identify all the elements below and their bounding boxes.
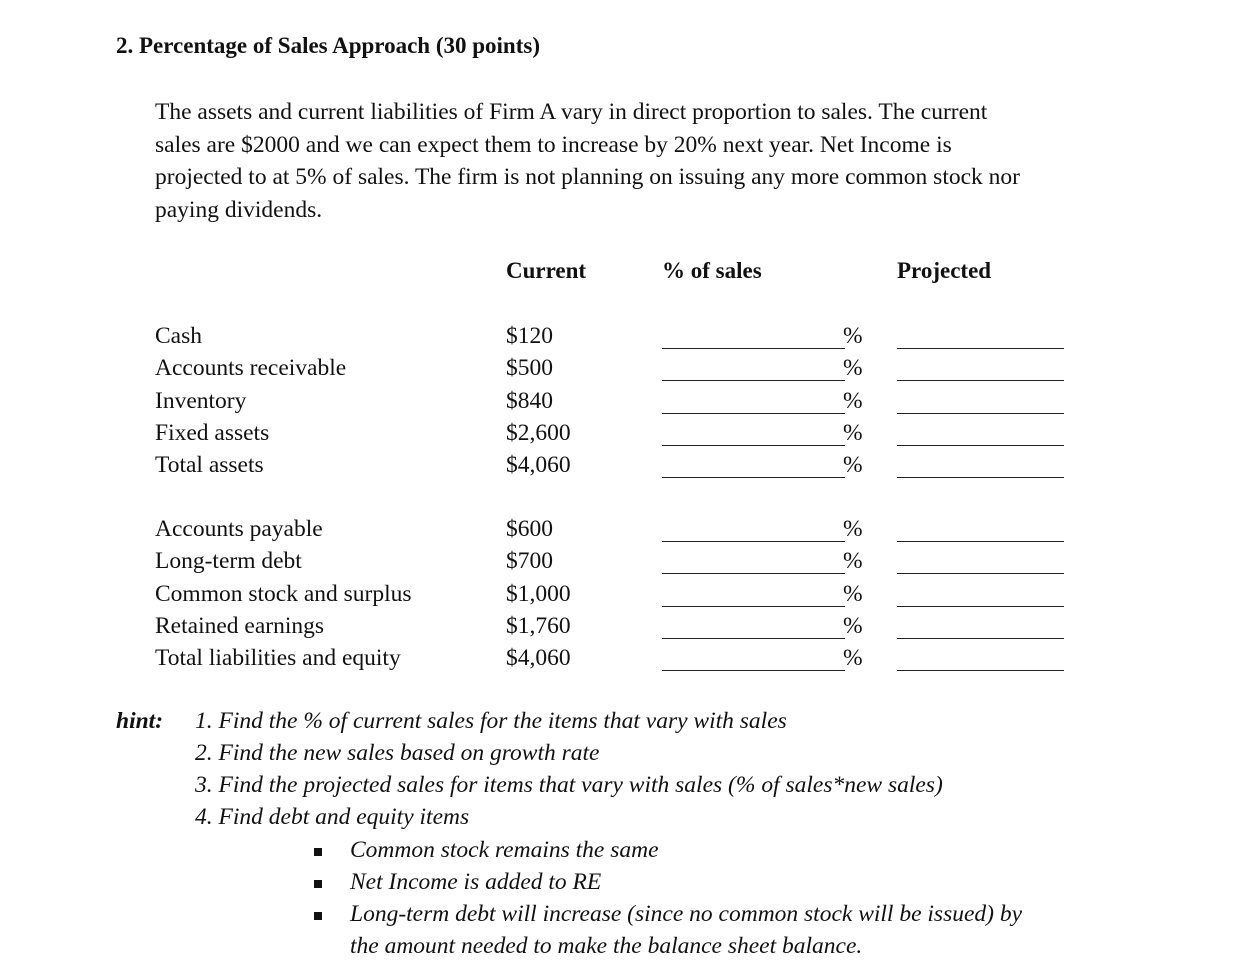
percent-sign: % <box>843 612 863 639</box>
hint-bullet-continued: the amount needed to make the balance sheet balance. <box>350 933 863 959</box>
hint-bullet: Long-term debt will increase (since no common stock will be issued) by <box>350 901 1023 927</box>
pct-sales-blank[interactable] <box>662 413 845 414</box>
row-label: Long-term debt <box>155 548 302 575</box>
pct-sales-blank[interactable] <box>662 380 845 381</box>
pct-sales-blank[interactable] <box>662 477 845 478</box>
hint-step: 3. Find the projected sales for items that vary with sales (% of sales*new sales) <box>195 772 943 798</box>
projected-blank[interactable] <box>897 541 1064 542</box>
current-value: $4,060 <box>506 452 571 479</box>
percent-sign: % <box>843 645 863 672</box>
bullet-icon <box>314 848 322 856</box>
projected-blank[interactable] <box>897 573 1064 574</box>
current-value: $120 <box>506 323 553 349</box>
projected-blank[interactable] <box>897 606 1064 607</box>
current-value: $4,060 <box>506 645 571 672</box>
paragraph-line: paying dividends. <box>155 196 323 223</box>
percent-sign: % <box>843 387 863 414</box>
paragraph-line: sales are $2000 and we can expect them to increase by 20% next year. Net Income is <box>155 131 952 158</box>
current-value: $600 <box>506 516 553 542</box>
percent-sign: % <box>843 548 863 575</box>
row-label: Total assets <box>155 452 264 479</box>
current-value: $500 <box>506 355 553 382</box>
row-label: Cash <box>155 323 202 349</box>
paragraph-line: projected to at 5% of sales. The firm is not planning on issuing any more common stock nor <box>155 164 1020 190</box>
hint-bullet: Net Income is added to RE <box>350 869 602 895</box>
current-value: $1,000 <box>506 580 571 607</box>
hint-step: 1. Find the % of current sales for the items that vary with sales <box>195 708 787 734</box>
projected-blank[interactable] <box>897 638 1064 639</box>
hint-step: 2. Find the new sales based on growth rate <box>195 740 600 766</box>
row-label: Total liabilities and equity <box>155 645 401 672</box>
column-header-current: Current <box>506 258 587 283</box>
percent-sign: % <box>843 580 863 607</box>
hint-step: 4. Find debt and equity items <box>195 804 470 830</box>
pct-sales-blank[interactable] <box>662 573 845 574</box>
projected-blank[interactable] <box>897 380 1064 381</box>
row-label: Accounts payable <box>155 516 323 542</box>
percent-sign: % <box>843 452 863 479</box>
percent-sign: % <box>843 323 863 349</box>
row-label: Common stock and surplus <box>155 580 412 607</box>
pct-sales-blank[interactable] <box>662 638 845 639</box>
percent-sign: % <box>843 516 863 542</box>
paragraph-line: The assets and current liabilities of Firm A vary in direct proportion to sales. The current <box>155 99 988 125</box>
row-label: Retained earnings <box>155 612 325 639</box>
hint-label: hint: <box>116 708 164 734</box>
pct-sales-blank[interactable] <box>662 670 845 671</box>
pct-sales-blank[interactable] <box>662 445 845 446</box>
percent-sign: % <box>843 419 863 446</box>
projected-blank[interactable] <box>897 445 1064 446</box>
projected-blank[interactable] <box>897 348 1064 349</box>
pct-sales-blank[interactable] <box>662 541 845 542</box>
problem-paragraph <box>155 96 1145 226</box>
section-heading: 2. Percentage of Sales Approach (30 points) <box>116 33 540 58</box>
projected-blank[interactable] <box>897 477 1064 478</box>
row-label: Accounts receivable <box>155 355 347 382</box>
column-header-projected: Projected <box>897 258 992 283</box>
current-value: $700 <box>506 548 553 575</box>
pct-sales-blank[interactable] <box>662 348 845 349</box>
bullet-icon <box>314 880 322 888</box>
pct-sales-blank[interactable] <box>662 606 845 607</box>
hint-bullet: Common stock remains the same <box>350 837 659 863</box>
percent-sign: % <box>843 355 863 382</box>
current-value: $2,600 <box>506 419 571 446</box>
row-label: Fixed assets <box>155 419 270 446</box>
bullet-icon <box>314 912 322 920</box>
projected-blank[interactable] <box>897 413 1064 414</box>
column-header-pct-sales: % of sales <box>662 258 762 283</box>
current-value: $840 <box>506 387 553 414</box>
projected-blank[interactable] <box>897 670 1064 671</box>
row-label: Inventory <box>155 387 247 414</box>
current-value: $1,760 <box>506 612 571 639</box>
